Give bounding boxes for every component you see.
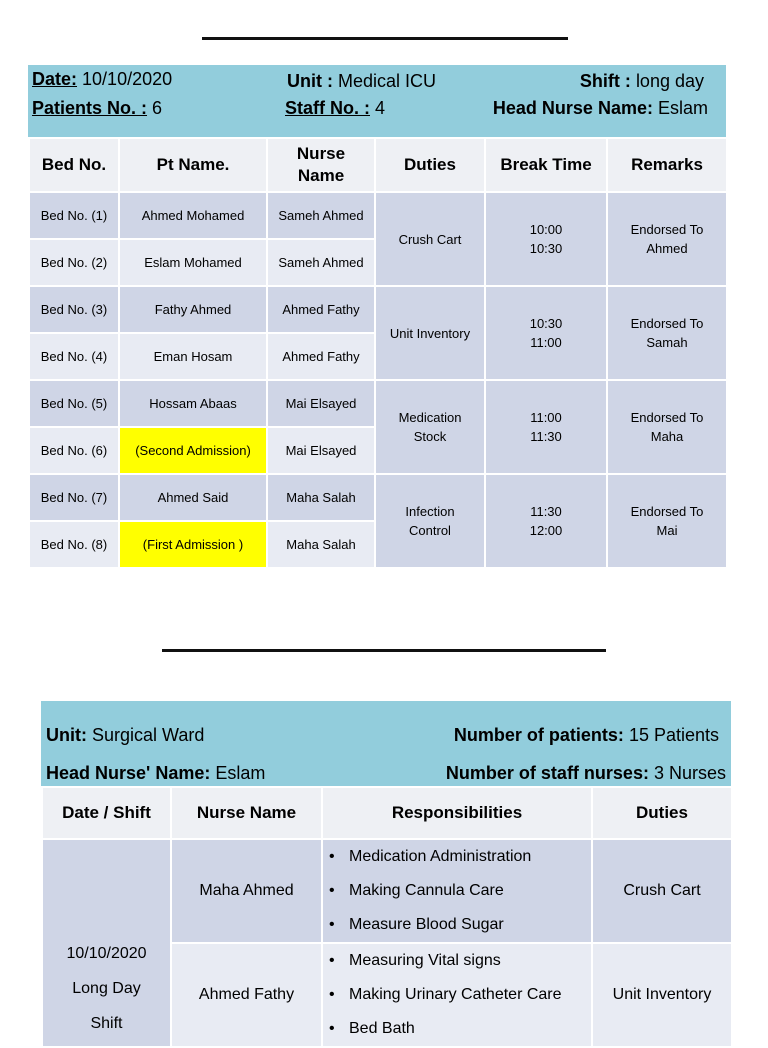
duty-cell: Unit Inventory — [375, 286, 485, 380]
break-cell — [485, 286, 607, 380]
shift-field — [580, 71, 704, 92]
patients-value: 6 — [152, 98, 163, 118]
bed-cell: Bed No. (4) — [29, 333, 119, 380]
list-item — [329, 874, 591, 908]
responsibility-text: Bed Bath — [349, 1020, 415, 1037]
table-row — [29, 474, 727, 521]
col-remarks: Remarks — [607, 138, 727, 192]
duty-cell: Crush Cart — [375, 192, 485, 286]
column-header-row — [29, 138, 727, 192]
break-cell — [485, 192, 607, 286]
list-item — [329, 840, 591, 874]
col-nurse-label: Nurse Name — [296, 143, 346, 185]
patients-field — [32, 98, 162, 119]
responsibilities-cell — [322, 839, 592, 943]
unit-field — [287, 71, 436, 92]
bed-cell: Bed No. (2) — [29, 239, 119, 286]
bed-cell: Bed No. (8) — [29, 521, 119, 568]
duty-line: Medication — [398, 409, 462, 425]
col-date-shift: Date / Shift — [42, 787, 171, 839]
duty-line: Infection — [405, 503, 455, 519]
remarks-line: Samah — [646, 335, 688, 350]
remarks-line: Ahmed — [646, 241, 688, 256]
remarks-cell — [607, 286, 727, 380]
patients-label: Patients No. : — [32, 98, 148, 118]
col-duties: Duties — [592, 787, 732, 839]
ward-table-header — [41, 701, 731, 786]
patient-cell-highlighted: (Second Admission) — [119, 427, 267, 474]
patient-cell: Hossam Abaas — [119, 380, 267, 427]
ward-unit-label: Unit: — [46, 725, 87, 745]
break-start: 10:30 — [529, 315, 563, 331]
responsibilities-cell — [322, 943, 592, 1047]
date-value: 10/10/2020 — [82, 69, 173, 89]
ward-grid — [41, 786, 733, 1048]
date-shift-cell — [42, 839, 171, 1047]
duty-cell: Unit Inventory — [592, 943, 732, 1047]
break-cell — [485, 474, 607, 568]
ward-head-nurse-value: Eslam — [215, 763, 266, 783]
ward-staff-label: Number of staff nurses: — [445, 763, 649, 783]
remarks-line: Endorsed To — [630, 315, 704, 331]
patient-cell: Fathy Ahmed — [119, 286, 267, 333]
shift-label: Shift : — [579, 71, 631, 91]
staff-label: Staff No. : — [285, 98, 370, 118]
head-nurse-label: Head Nurse Name: — [492, 98, 653, 118]
ward-head-nurse-field — [46, 763, 265, 784]
icu-grid — [28, 137, 728, 569]
title-rule-bottom — [162, 649, 606, 652]
bed-cell: Bed No. (7) — [29, 474, 119, 521]
surgical-ward-table — [41, 701, 731, 1048]
ward-staff-field — [446, 763, 726, 784]
unit-value: Medical ICU — [338, 71, 437, 91]
duty-line: Control — [409, 523, 451, 538]
patient-cell: Eman Hosam — [119, 333, 267, 380]
ward-staff-value: 3 Nurses — [653, 763, 726, 783]
head-nurse-value: Eslam — [657, 98, 708, 118]
list-item — [329, 1012, 591, 1046]
ward-unit-field — [46, 725, 204, 746]
list-item — [329, 944, 591, 978]
duty-cell — [375, 474, 485, 568]
nurse-cell: Maha Salah — [267, 474, 375, 521]
head-nurse-field — [493, 98, 708, 119]
table-row — [29, 380, 727, 427]
bullet-icon: • — [329, 916, 335, 933]
remarks-cell — [607, 474, 727, 568]
nurse-cell: Sameh Ahmed — [267, 192, 375, 239]
ward-patients-label: Number of patients: — [453, 725, 624, 745]
col-nurse-name: Nurse Name — [171, 787, 322, 839]
remarks-cell — [607, 380, 727, 474]
date-field — [32, 69, 172, 90]
ward-patients-field — [454, 725, 719, 746]
bullet-icon: • — [329, 1020, 335, 1037]
bullet-icon: • — [329, 952, 335, 969]
break-end: 11:00 — [530, 335, 562, 350]
break-start: 10:00 — [529, 221, 563, 237]
duty-cell — [375, 380, 485, 474]
patient-cell: Eslam Mohamed — [119, 239, 267, 286]
shift-line: Long Day — [72, 980, 141, 997]
break-cell — [485, 380, 607, 474]
ward-unit-value: Surgical Ward — [92, 725, 205, 745]
staff-field — [285, 98, 385, 119]
remarks-line: Mai — [656, 523, 678, 538]
bed-cell: Bed No. (1) — [29, 192, 119, 239]
col-nurse — [267, 138, 375, 192]
nurse-cell: Maha Salah — [267, 521, 375, 568]
responsibility-text: Making Urinary Catheter Care — [349, 986, 562, 1003]
staff-value: 4 — [375, 98, 386, 118]
col-duties: Duties — [375, 138, 485, 192]
responsibility-text: Making Cannula Care — [349, 882, 504, 899]
column-header-row — [42, 787, 732, 839]
remarks-cell — [607, 192, 727, 286]
list-item — [329, 908, 591, 942]
patient-cell-highlighted: (First Admission ) — [119, 521, 267, 568]
responsibilities-list — [329, 944, 591, 1046]
break-end: 12:00 — [529, 523, 563, 538]
break-start: 11:30 — [530, 503, 562, 519]
nurse-cell: Maha Ahmed — [171, 839, 322, 943]
date-line: 10/10/2020 — [66, 945, 147, 962]
nurse-cell: Sameh Ahmed — [267, 239, 375, 286]
remarks-line: Endorsed To — [630, 503, 704, 519]
remarks-line: Endorsed To — [630, 221, 704, 237]
patient-cell: Ahmed Mohamed — [119, 192, 267, 239]
nurse-cell: Mai Elsayed — [267, 427, 375, 474]
responsibilities-list — [329, 840, 591, 942]
ward-patients-value: 15 Patients — [628, 725, 719, 745]
table-row — [29, 286, 727, 333]
duty-line: Stock — [413, 429, 447, 444]
shift-value: long day — [635, 71, 704, 91]
duty-cell: Crush Cart — [592, 839, 732, 943]
bed-cell: Bed No. (3) — [29, 286, 119, 333]
col-bed: Bed No. — [29, 138, 119, 192]
remarks-line: Endorsed To — [630, 409, 704, 425]
bullet-icon: • — [329, 882, 335, 899]
bullet-icon: • — [329, 848, 335, 865]
col-responsibilities: Responsibilities — [322, 787, 592, 839]
patient-cell: Ahmed Said — [119, 474, 267, 521]
nurse-cell: Ahmed Fathy — [171, 943, 322, 1047]
nurse-cell: Mai Elsayed — [267, 380, 375, 427]
bullet-icon: • — [329, 986, 335, 1003]
title-rule-top — [202, 37, 568, 40]
icu-table-header — [28, 65, 726, 137]
unit-label: Unit : — [287, 71, 333, 91]
col-break: Break Time — [485, 138, 607, 192]
table-row — [29, 192, 727, 239]
responsibility-text: Measure Blood Sugar — [349, 916, 504, 933]
break-start: 11:00 — [530, 409, 562, 425]
break-end: 10:30 — [529, 241, 563, 256]
nurse-cell: Ahmed Fathy — [267, 286, 375, 333]
break-end: 11:30 — [530, 429, 562, 444]
table-row — [42, 839, 732, 943]
remarks-line: Maha — [650, 429, 684, 444]
ward-head-nurse-label: Head Nurse' Name: — [46, 763, 211, 783]
date-label: Date: — [32, 69, 78, 89]
col-patient: Pt Name. — [119, 138, 267, 192]
shift-line: Shift — [90, 1015, 123, 1032]
responsibility-text: Measuring Vital signs — [349, 952, 501, 969]
list-item — [329, 978, 591, 1012]
responsibility-text: Medication Administration — [349, 848, 532, 865]
icu-assignment-table — [28, 65, 726, 569]
nurse-cell: Ahmed Fathy — [267, 333, 375, 380]
bed-cell: Bed No. (5) — [29, 380, 119, 427]
bed-cell: Bed No. (6) — [29, 427, 119, 474]
